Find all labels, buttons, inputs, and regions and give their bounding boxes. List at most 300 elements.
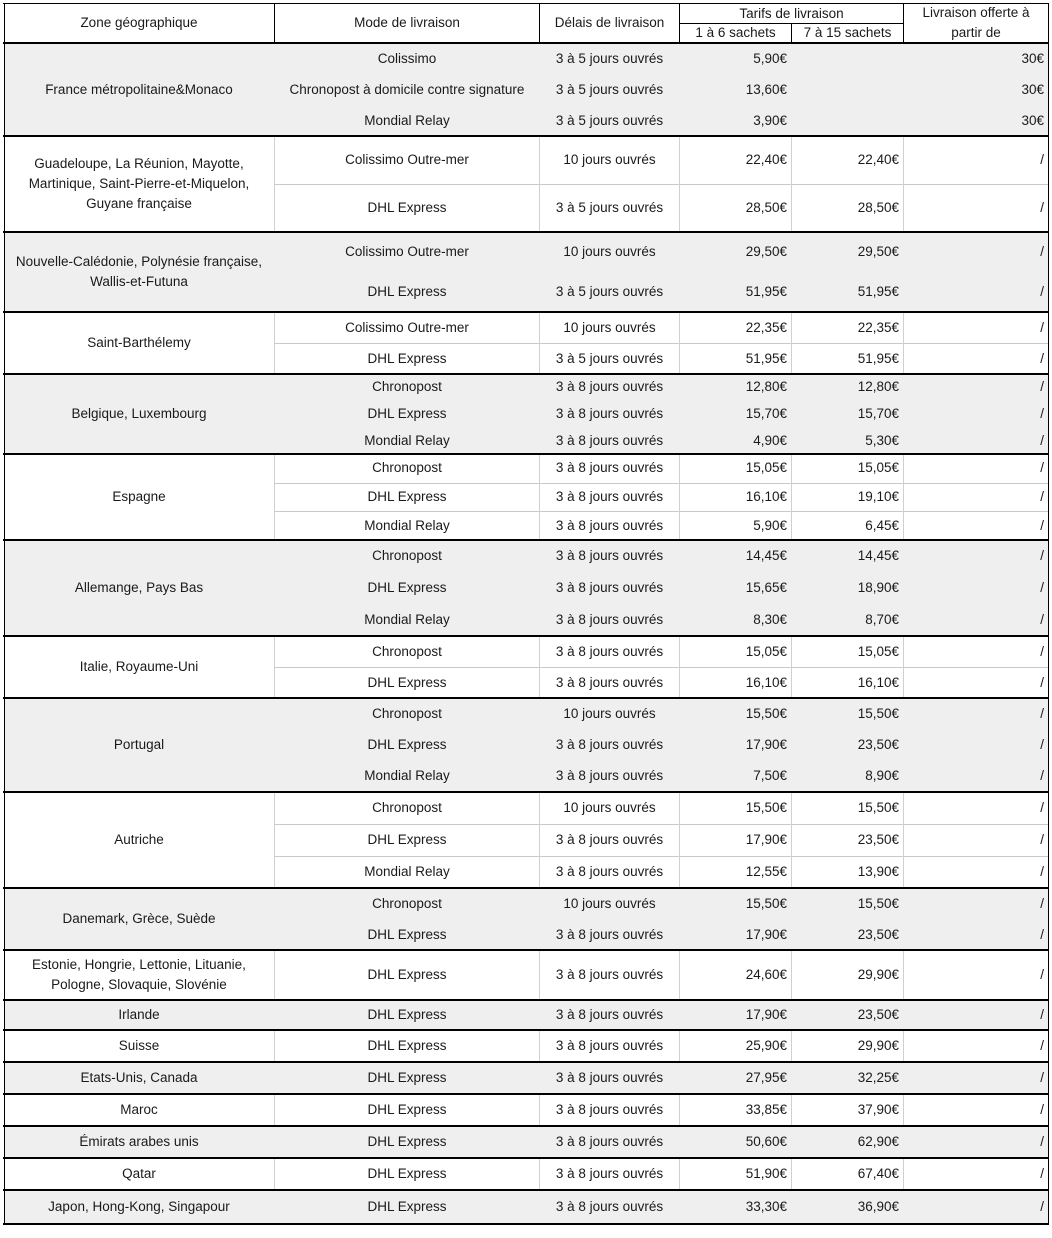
header-delay: Délais de livraison	[554, 15, 665, 30]
price-7-15-sachets: 28,50€	[857, 200, 899, 215]
zone-name: Italie, Royaume-Uni	[79, 659, 199, 674]
group-border	[3, 311, 1049, 313]
left-border	[4, 312, 5, 374]
table-row	[0, 105, 1052, 136]
shipping-mode: Chronopost	[372, 643, 442, 659]
col-divider	[679, 136, 680, 232]
price-7-15-sachets: 23,50€	[857, 926, 899, 942]
left-border	[4, 1030, 5, 1062]
row-divider	[275, 667, 1048, 668]
free-shipping-threshold: /	[1040, 643, 1044, 659]
delivery-delay: 3 à 5 jours ouvrés	[555, 112, 664, 128]
right-border	[1048, 136, 1049, 232]
delivery-delay: 3 à 5 jours ouvrés	[555, 350, 664, 366]
shipping-mode: DHL Express	[367, 488, 447, 504]
group-border	[3, 791, 1049, 793]
price-1-6-sachets: 15,65€	[745, 580, 787, 595]
table-row	[0, 1000, 1052, 1030]
table-row	[0, 919, 1052, 950]
price-1-6-sachets: 17,90€	[745, 926, 787, 942]
table-row	[0, 729, 1052, 760]
zone-group	[0, 44, 1052, 136]
delivery-delay: 3 à 8 jours ouvrés	[555, 864, 664, 879]
zone-group	[0, 888, 1052, 950]
col-divider	[679, 1158, 680, 1190]
free-shipping-threshold: 30€	[1021, 51, 1044, 67]
shipping-mode: Chronopost	[372, 548, 442, 563]
shipping-mode: DHL Express	[367, 580, 447, 595]
delivery-delay: 3 à 8 jours ouvrés	[555, 643, 664, 659]
left-border	[4, 792, 5, 888]
table-row	[0, 540, 1052, 572]
table-row	[0, 1030, 1052, 1062]
price-1-6-sachets: 7,50€	[753, 768, 787, 784]
group-border	[3, 231, 1049, 233]
col-divider	[791, 950, 792, 1000]
price-1-6-sachets: 12,55€	[745, 864, 787, 879]
shipping-mode: DHL Express	[367, 926, 447, 942]
col-divider	[791, 792, 792, 888]
price-1-6-sachets: 15,50€	[745, 800, 787, 815]
delivery-delay: 3 à 8 jours ouvrés	[555, 580, 664, 595]
price-7-15-sachets: 29,90€	[857, 1038, 899, 1053]
col-divider	[679, 1094, 680, 1126]
col-divider	[539, 454, 540, 540]
price-1-6-sachets: 51,95€	[745, 284, 787, 299]
free-shipping-threshold: /	[1040, 284, 1044, 299]
table-row	[0, 483, 1052, 512]
right-border	[1048, 312, 1049, 374]
price-1-6-sachets: 22,40€	[745, 152, 787, 167]
delivery-delay: 3 à 8 jours ouvrés	[555, 405, 664, 421]
price-1-6-sachets: 17,90€	[745, 832, 787, 847]
left-border	[4, 232, 5, 312]
price-7-15-sachets: 29,90€	[857, 967, 899, 982]
col-divider	[679, 636, 680, 698]
price-7-15-sachets: 6,45€	[865, 517, 899, 533]
delivery-delay: 10 jours ouvrés	[563, 895, 656, 911]
shipping-mode: Colissimo Outre-mer	[345, 244, 469, 259]
zone-group	[0, 312, 1052, 374]
price-1-6-sachets: 4,90€	[753, 432, 787, 448]
price-7-15-sachets: 23,50€	[857, 832, 899, 847]
col-divider	[539, 950, 540, 1000]
price-7-15-sachets: 51,95€	[857, 284, 899, 299]
zone-name: Portugal	[113, 737, 165, 752]
col-divider	[791, 136, 792, 232]
group-border	[3, 949, 1049, 951]
price-7-15-sachets: 32,25€	[857, 1070, 899, 1085]
col-divider	[903, 312, 904, 374]
table-row	[0, 1062, 1052, 1094]
zone-group	[0, 540, 1052, 636]
delivery-delay: 3 à 5 jours ouvrés	[555, 81, 664, 97]
zone-name: Maroc	[120, 1102, 158, 1117]
group-border	[3, 887, 1049, 889]
shipping-mode: Chronopost à domicile contre signature	[289, 81, 525, 97]
price-7-15-sachets: 14,45€	[857, 548, 899, 563]
col-divider	[539, 312, 540, 374]
right-border	[1048, 232, 1049, 312]
col-divider	[791, 454, 792, 540]
zone-name: Allemange, Pays Bas	[74, 580, 204, 595]
shipping-mode: Mondial Relay	[364, 864, 450, 879]
delivery-delay: 3 à 8 jours ouvrés	[555, 612, 664, 627]
table-row	[0, 427, 1052, 454]
group-border	[3, 539, 1049, 541]
table-top-border	[3, 3, 1049, 4]
shipping-mode: Chronopost	[372, 460, 442, 476]
table-row	[0, 374, 1052, 401]
price-7-15-sachets: 23,50€	[857, 1007, 899, 1022]
group-border	[3, 1125, 1049, 1127]
row-divider	[275, 184, 1048, 185]
free-shipping-threshold: /	[1040, 432, 1044, 448]
table-row	[0, 232, 1052, 272]
free-shipping-threshold: /	[1040, 768, 1044, 784]
price-7-15-sachets: 62,90€	[857, 1134, 899, 1149]
table-row	[0, 44, 1052, 75]
shipping-mode: Colissimo Outre-mer	[345, 152, 469, 167]
shipping-mode: Mondial Relay	[364, 768, 450, 784]
zone-group	[0, 1190, 1052, 1224]
delivery-delay: 3 à 8 jours ouvrés	[555, 736, 664, 752]
shipping-mode: DHL Express	[367, 200, 447, 215]
header-col-divider	[791, 23, 792, 43]
shipping-mode: DHL Express	[367, 1070, 447, 1085]
table-row	[0, 824, 1052, 856]
free-shipping-threshold: /	[1040, 895, 1044, 911]
free-shipping-threshold: /	[1040, 736, 1044, 752]
col-divider	[791, 1094, 792, 1126]
header-col-divider	[679, 3, 680, 43]
delivery-delay: 10 jours ouvrés	[563, 244, 656, 259]
zone-group	[0, 1062, 1052, 1094]
delivery-delay: 3 à 8 jours ouvrés	[555, 926, 664, 942]
price-1-6-sachets: 5,90€	[753, 51, 787, 67]
free-shipping-threshold: /	[1040, 1166, 1044, 1181]
delivery-delay: 3 à 8 jours ouvrés	[555, 1070, 664, 1085]
price-7-15-sachets: 23,50€	[857, 736, 899, 752]
delivery-delay: 3 à 8 jours ouvrés	[555, 1199, 664, 1214]
group-border	[3, 635, 1049, 637]
price-7-15-sachets: 5,30€	[865, 432, 899, 448]
free-shipping-threshold: /	[1040, 405, 1044, 421]
price-1-6-sachets: 33,30€	[745, 1199, 787, 1214]
price-1-6-sachets: 27,95€	[745, 1070, 787, 1085]
price-7-15-sachets: 15,50€	[857, 895, 899, 911]
right-border	[1048, 44, 1049, 136]
shipping-mode: DHL Express	[367, 1038, 447, 1053]
shipping-mode: Chronopost	[372, 895, 442, 911]
price-7-15-sachets: 8,90€	[865, 768, 899, 784]
price-1-6-sachets: 15,50€	[745, 895, 787, 911]
free-shipping-threshold: /	[1040, 1070, 1044, 1085]
free-shipping-threshold: /	[1040, 832, 1044, 847]
free-shipping-threshold: /	[1040, 1134, 1044, 1149]
price-7-15-sachets: 15,05€	[857, 643, 899, 659]
free-shipping-threshold: /	[1040, 244, 1044, 259]
col-divider	[903, 454, 904, 540]
shipping-mode: Mondial Relay	[364, 112, 450, 128]
free-shipping-threshold: /	[1040, 1038, 1044, 1053]
col-divider	[903, 636, 904, 698]
group-border	[3, 697, 1049, 699]
free-shipping-threshold: /	[1040, 612, 1044, 627]
right-border	[1048, 1158, 1049, 1190]
col-divider	[539, 1094, 540, 1126]
zone-name: Saint-Barthélemy	[87, 335, 191, 350]
zone-group	[0, 1126, 1052, 1158]
price-1-6-sachets: 3,90€	[753, 112, 787, 128]
price-7-15-sachets: 8,70€	[865, 612, 899, 627]
zone-group	[0, 636, 1052, 698]
delivery-delay: 3 à 5 jours ouvrés	[555, 51, 664, 67]
price-1-6-sachets: 16,10€	[745, 674, 787, 690]
price-1-6-sachets: 29,50€	[745, 244, 787, 259]
left-border	[4, 1094, 5, 1126]
col-divider	[791, 636, 792, 698]
zone-name: Danemark, Grèce, Suède	[62, 911, 216, 926]
price-7-15-sachets	[792, 44, 903, 75]
col-divider	[679, 312, 680, 374]
col-divider	[274, 454, 275, 540]
zone-name: Etats-Unis, Canada	[80, 1070, 198, 1085]
delivery-delay: 3 à 8 jours ouvrés	[555, 1038, 664, 1053]
zone-name: Estonie, Hongrie, Lettonie, Lituanie, Pologne, Slovaquie, Slovénie	[32, 957, 246, 992]
price-7-15-sachets: 15,50€	[857, 800, 899, 815]
price-7-15-sachets: 22,40€	[857, 152, 899, 167]
table-row	[0, 75, 1052, 106]
price-1-6-sachets: 22,35€	[745, 319, 787, 335]
col-divider	[274, 312, 275, 374]
price-7-15-sachets	[792, 75, 903, 106]
header-col-divider	[4, 3, 5, 43]
col-divider	[539, 792, 540, 888]
delivery-delay: 3 à 8 jours ouvrés	[555, 548, 664, 563]
price-1-6-sachets: 25,90€	[745, 1038, 787, 1053]
right-border	[1048, 1126, 1049, 1158]
col-divider	[274, 1158, 275, 1190]
price-1-6-sachets: 17,90€	[745, 736, 787, 752]
left-border	[4, 136, 5, 232]
col-divider	[903, 136, 904, 232]
col-divider	[679, 454, 680, 540]
price-7-15-sachets: 19,10€	[857, 488, 899, 504]
price-7-15-sachets: 15,05€	[857, 460, 899, 476]
group-border	[3, 999, 1049, 1001]
table-row	[0, 636, 1052, 667]
zone-name: Qatar	[122, 1166, 156, 1181]
free-shipping-threshold: /	[1040, 705, 1044, 721]
free-shipping-threshold: 30€	[1021, 112, 1044, 128]
price-7-15-sachets: 16,10€	[857, 674, 899, 690]
left-border	[4, 636, 5, 698]
shipping-mode: DHL Express	[367, 1007, 447, 1022]
free-shipping-threshold: /	[1040, 580, 1044, 595]
free-shipping-threshold: /	[1040, 1102, 1044, 1117]
right-border	[1048, 636, 1049, 698]
price-7-15-sachets: 22,35€	[857, 319, 899, 335]
price-7-15-sachets: 12,80€	[857, 379, 899, 395]
col-divider	[679, 1030, 680, 1062]
free-shipping-threshold: /	[1040, 674, 1044, 690]
row-divider	[275, 824, 1048, 825]
price-1-6-sachets: 15,05€	[745, 643, 787, 659]
table-row	[0, 272, 1052, 312]
group-border	[3, 1061, 1049, 1063]
shipping-mode: Colissimo Outre-mer	[345, 319, 469, 335]
zone-name: France métropolitaine&Monaco	[45, 82, 233, 97]
col-divider	[679, 792, 680, 888]
shipping-mode: Chronopost	[372, 800, 442, 815]
right-border	[1048, 1030, 1049, 1062]
free-shipping-threshold: /	[1040, 864, 1044, 879]
left-border	[4, 1000, 5, 1030]
price-1-6-sachets: 15,70€	[745, 405, 787, 421]
price-7-15-sachets: 13,90€	[857, 864, 899, 879]
group-border	[3, 1157, 1049, 1159]
delivery-delay: 3 à 8 jours ouvrés	[555, 1134, 664, 1149]
col-divider	[791, 312, 792, 374]
price-7-15-sachets	[792, 105, 903, 136]
col-divider	[903, 1094, 904, 1126]
right-border	[1048, 1094, 1049, 1126]
group-border	[3, 1189, 1049, 1191]
price-1-6-sachets: 28,50€	[745, 200, 787, 215]
delivery-delay: 3 à 8 jours ouvrés	[555, 832, 664, 847]
free-shipping-threshold: /	[1040, 548, 1044, 563]
col-divider	[274, 1094, 275, 1126]
left-border	[4, 950, 5, 1000]
table-row	[0, 667, 1052, 698]
delivery-delay: 10 jours ouvrés	[563, 705, 656, 721]
right-border	[1048, 1000, 1049, 1030]
left-border	[4, 44, 5, 136]
delivery-delay: 3 à 8 jours ouvrés	[555, 768, 664, 784]
table-row	[0, 950, 1052, 1000]
table-row	[0, 511, 1052, 540]
price-1-6-sachets: 17,90€	[745, 1007, 787, 1022]
row-divider	[275, 856, 1048, 857]
free-shipping-threshold: /	[1040, 800, 1044, 815]
price-1-6-sachets: 15,50€	[745, 705, 787, 721]
free-shipping-threshold: /	[1040, 152, 1044, 167]
delivery-delay: 3 à 8 jours ouvrés	[555, 517, 664, 533]
col-divider	[274, 636, 275, 698]
zone-group	[0, 1094, 1052, 1126]
delivery-delay: 3 à 8 jours ouvrés	[555, 432, 664, 448]
header-col-divider	[903, 3, 904, 43]
delivery-delay: 3 à 8 jours ouvrés	[555, 488, 664, 504]
col-divider	[274, 1030, 275, 1062]
delivery-delay: 3 à 8 jours ouvrés	[555, 460, 664, 476]
left-border	[4, 540, 5, 636]
delivery-delay: 3 à 5 jours ouvrés	[555, 284, 664, 299]
delivery-delay: 3 à 8 jours ouvrés	[555, 379, 664, 395]
table-row	[0, 698, 1052, 729]
header-col-divider	[274, 3, 275, 43]
zone-group	[0, 792, 1052, 888]
price-1-6-sachets: 50,60€	[745, 1134, 787, 1149]
shipping-mode: Mondial Relay	[364, 612, 450, 627]
price-1-6-sachets: 33,85€	[745, 1102, 787, 1117]
price-7-15-sachets: 37,90€	[857, 1102, 899, 1117]
free-shipping-threshold: /	[1040, 1007, 1044, 1022]
price-1-6-sachets: 5,90€	[753, 517, 787, 533]
shipping-mode: Chronopost	[372, 379, 442, 395]
price-1-6-sachets: 24,60€	[745, 967, 787, 982]
price-1-6-sachets: 13,60€	[745, 81, 787, 97]
zone-name: Nouvelle-Calédonie, Polynésie française, Wallis-et-Futuna	[15, 254, 263, 289]
price-7-15-sachets: 67,40€	[857, 1166, 899, 1181]
left-border	[4, 374, 5, 454]
group-border	[3, 1029, 1049, 1031]
price-1-6-sachets: 15,05€	[745, 460, 787, 476]
free-shipping-threshold: /	[1040, 200, 1044, 215]
free-shipping-threshold: 30€	[1021, 81, 1044, 97]
right-border	[1048, 454, 1049, 540]
price-1-6-sachets: 16,10€	[745, 488, 787, 504]
left-border	[4, 1158, 5, 1190]
table-row	[0, 1094, 1052, 1126]
free-shipping-threshold: /	[1040, 350, 1044, 366]
price-7-15-sachets: 51,95€	[857, 350, 899, 366]
zone-name: Autriche	[114, 832, 164, 847]
delivery-delay: 10 jours ouvrés	[563, 800, 656, 815]
row-divider	[275, 511, 1048, 512]
shipping-mode: DHL Express	[367, 350, 447, 366]
table-row	[0, 761, 1052, 792]
col-divider	[679, 950, 680, 1000]
table-row	[0, 792, 1052, 824]
shipping-mode: Mondial Relay	[364, 517, 450, 533]
col-divider	[791, 1030, 792, 1062]
zone-group	[0, 1158, 1052, 1190]
col-divider	[903, 1030, 904, 1062]
zone-group	[0, 374, 1052, 454]
right-border	[1048, 540, 1049, 636]
price-1-6-sachets: 51,95€	[745, 350, 787, 366]
right-border	[1048, 950, 1049, 1000]
zone-group	[0, 950, 1052, 1000]
left-border	[4, 888, 5, 950]
right-border	[1048, 792, 1049, 888]
col-divider	[274, 950, 275, 1000]
group-border	[3, 1223, 1049, 1225]
table-row	[0, 1190, 1052, 1224]
col-divider	[274, 136, 275, 232]
header-col-divider	[1048, 3, 1049, 43]
header-mode: Mode de livraison	[354, 15, 460, 30]
zone-group	[0, 232, 1052, 312]
row-divider	[275, 483, 1048, 484]
free-shipping-threshold: /	[1040, 517, 1044, 533]
group-border	[3, 373, 1049, 375]
table-row	[0, 604, 1052, 636]
price-7-15-sachets: 18,90€	[857, 580, 899, 595]
shipping-mode: DHL Express	[367, 405, 447, 421]
table-row	[0, 888, 1052, 919]
delivery-delay: 10 jours ouvrés	[563, 319, 656, 335]
header-tarifs: Tarifs de livraison	[739, 6, 844, 21]
delivery-delay: 3 à 8 jours ouvrés	[555, 1102, 664, 1117]
free-shipping-threshold: /	[1040, 1199, 1044, 1214]
zone-name: Espagne	[112, 489, 166, 504]
header-col-divider	[539, 3, 540, 43]
table-row	[0, 1158, 1052, 1190]
delivery-delay: 3 à 8 jours ouvrés	[555, 1166, 664, 1181]
